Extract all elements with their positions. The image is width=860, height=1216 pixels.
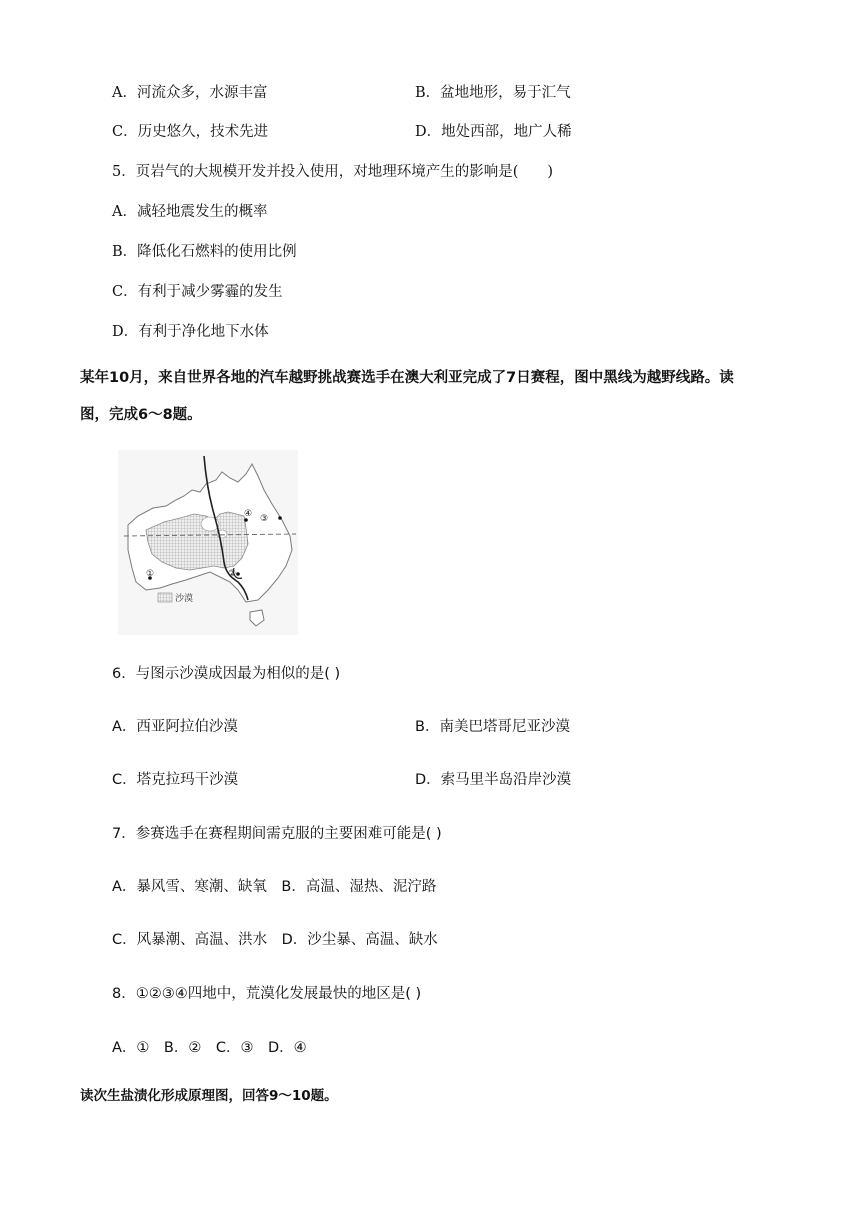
q5-option-d: D．有利于净化地下水体 <box>112 324 269 340</box>
intro-6-8-line2: 图，完成6～8题。 <box>80 407 202 423</box>
q6-option-d: D．索马里半岛沿岸沙漠 <box>415 772 572 788</box>
australia-desert-map <box>118 450 298 635</box>
q8-options: A．① B．② C．③ D．④ <box>112 1040 307 1056</box>
marker-1: ① <box>146 569 155 579</box>
q4-option-a: A．河流众多，水源丰富 <box>112 85 268 101</box>
legend-label: 沙漠 <box>175 594 194 604</box>
q5-stem: 5．页岩气的大规模开发并投入使用，对地理环境产生的影响是( ) <box>112 164 554 180</box>
marker-4: ④ <box>244 509 253 519</box>
q4-option-b: B．盆地地形，易于汇气 <box>415 85 571 101</box>
marker-2: ② <box>228 569 237 579</box>
q7-options-ab: A．暴风雪、寒潮、缺氧 B．高温、湿热、泥泞路 <box>112 879 437 895</box>
q6-stem: 6．与图示沙漠成因最为相似的是( ) <box>112 666 341 682</box>
q5-option-c: C．有利于减少雾霾的发生 <box>112 284 283 300</box>
q8-stem: 8．①②③④四地中，荒漠化发展最快的地区是( ) <box>112 986 422 1002</box>
q7-stem: 7．参赛选手在赛程期间需克服的主要困难可能是( ) <box>112 826 442 842</box>
q5-option-a: A．减轻地震发生的概率 <box>112 204 268 220</box>
legend-swatch <box>158 593 172 602</box>
marker-3: ③ <box>260 514 269 524</box>
q4-option-d: D．地处西部，地广人稀 <box>415 124 572 140</box>
q6-option-c: C．塔克拉玛干沙漠 <box>112 772 239 788</box>
intro-9-10: 读次生盐渍化形成原理图，回答9～10题。 <box>80 1088 338 1104</box>
q5-option-b: B．降低化石燃料的使用比例 <box>112 244 297 260</box>
q4-option-c: C．历史悠久，技术先进 <box>112 124 269 140</box>
q6-option-a: A．西亚阿拉伯沙漠 <box>112 719 238 735</box>
q6-option-b: B．南美巴塔哥尼亚沙漠 <box>415 719 570 735</box>
q7-options-cd: C．风暴潮、高温、洪水 D．沙尘暴、高温、缺水 <box>112 932 438 948</box>
intro-6-8-line1: 某年10月，来自世界各地的汽车越野挑战赛选手在澳大利亚完成了7日赛程，图中黑线为越野线路。读 <box>80 370 734 386</box>
